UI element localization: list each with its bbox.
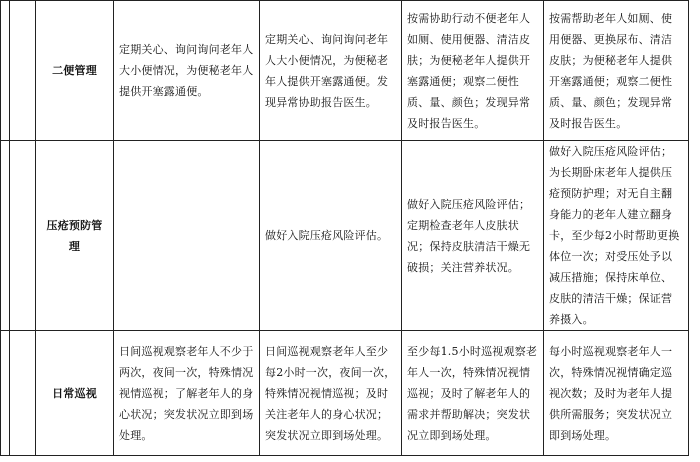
blank-index-cell: [10, 331, 36, 456]
level-2-cell: 日间巡视观察老年人至少每2小时一次，夜间一次，特殊情况视情巡视；及时关注老年人的身心状况；突发状况立即到场处理。: [260, 331, 402, 456]
level-1-cell: [114, 141, 260, 331]
left-margin-cell: [1, 1, 10, 141]
category-cell: 二便管理: [36, 1, 114, 141]
level-4-cell: 按需帮助老年人如厕、使用便器、更换尿布、清洁皮肤；为便秘老年人提供开塞露通便；观察二便性质、量、颜色；发现异常及时报告医生。: [544, 1, 689, 141]
level-2-cell: 定期关心、询问询问老年人大小便情况，为便秘老年人提供开塞露通便。发现异常协助报告医生。: [260, 1, 402, 141]
category-cell: 压疮预防管理: [36, 141, 114, 331]
level-3-cell: 至少每1.5小时巡视观察老年人一次，特殊情况视情巡视；及时了解老年人的需求并帮助解决；突发状况立即到场处理。: [402, 331, 544, 456]
level-3-cell: 做好入院压疮风险评估；定期检查老年人皮肤状况；保持皮肤清洁干燥无破损；关注营养状况。: [402, 141, 544, 331]
level-4-cell: 做好入院压疮风险评估；为长期卧床老年人提供压疮预防护理；对无自主翻身能力的老年人建立翻身卡，至少每2小时帮助更换体位一次；对受压处予以减压措施；保持床单位、皮肤的清洁干燥；保证营养摄入。: [544, 141, 689, 331]
level-3-cell: 按需协助行动不便老年人如厕、使用便器、清洁皮肤；为便秘老年人提供开塞露通便；观察二便性质、量、颜色；发现异常及时报告医生。: [402, 1, 544, 141]
blank-index-cell: [10, 141, 36, 331]
table-row-pressure-sore: [1, 141, 689, 331]
level-1-cell: 定期关心、询问询问老年人大小便情况，为便秘老年人提供开塞露通便。: [114, 1, 260, 141]
left-margin-cell: [1, 331, 10, 456]
level-2-cell: 做好入院压疮风险评估。: [260, 141, 402, 331]
level-1-cell: 日间巡视观察老年人不少于两次，夜间一次，特殊情况视情巡视；了解老年人的身心状况；突发状况立即到场处理。: [114, 331, 260, 456]
table-row-daily-patrol: [1, 331, 689, 456]
level-4-cell: 每小时巡视观察老年人一次，特殊情况视情确定巡视次数；及时为老年人提供所需服务；突发状况立即到场处理。: [544, 331, 689, 456]
category-cell: 日常巡视: [36, 331, 114, 456]
table-row-toileting: [1, 1, 689, 141]
blank-index-cell: [10, 1, 36, 141]
left-margin-cell: [1, 141, 10, 331]
